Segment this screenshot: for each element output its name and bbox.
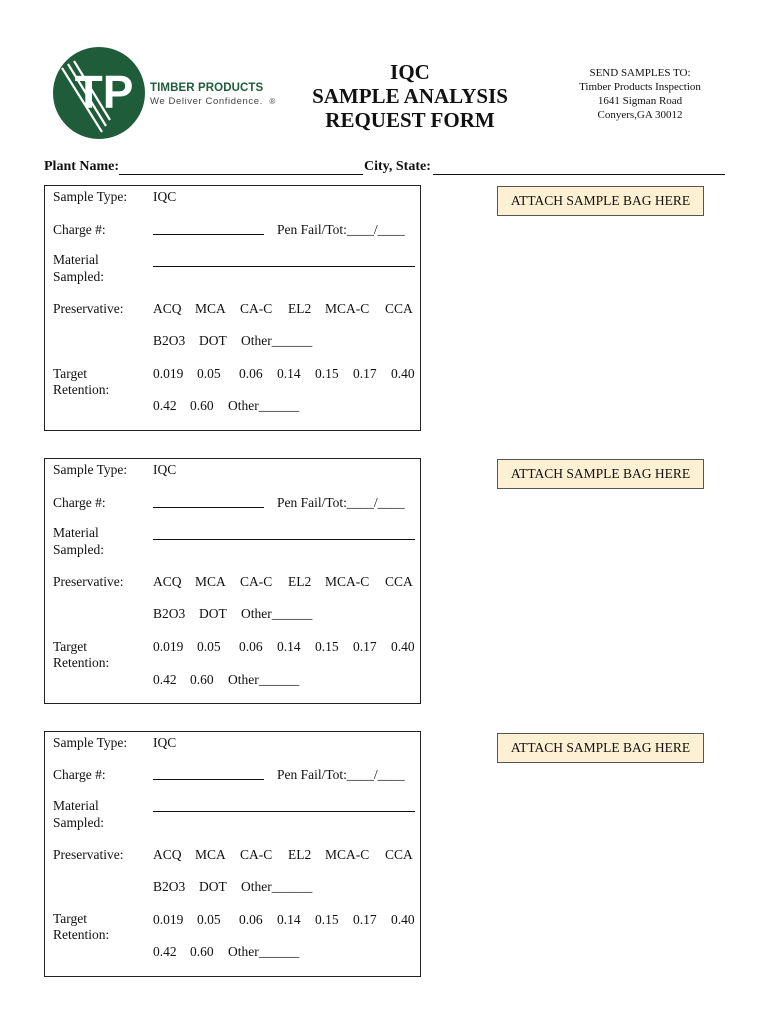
- material-sampled-field[interactable]: [153, 811, 415, 812]
- sample-type-value: IQC: [153, 189, 177, 204]
- plant-name-label: Plant Name:: [44, 159, 120, 174]
- sample-block-3: [44, 731, 421, 977]
- send-samples-heading: SEND SAMPLES TO:: [589, 67, 691, 79]
- retention-option-0-05[interactable]: 0.05: [197, 639, 221, 654]
- retention-option-other[interactable]: Other______: [228, 672, 300, 687]
- target-label-line-1: Target: [53, 639, 88, 654]
- brand-tagline: We Deliver Confidence. ®: [150, 96, 276, 107]
- preservative-option-ca-c[interactable]: CA-C: [240, 847, 273, 862]
- retention-option-0-019[interactable]: 0.019: [153, 912, 184, 927]
- retention-option-0-05[interactable]: 0.05: [197, 366, 221, 381]
- preservative-option-cca[interactable]: CCA: [385, 847, 413, 862]
- preservative-option-el2[interactable]: EL2: [288, 301, 312, 316]
- preservative-option-b2o3[interactable]: B2O3: [153, 879, 186, 894]
- retention-option-0-60[interactable]: 0.60: [190, 944, 214, 959]
- attach-sample-bag-area-3: ATTACH SAMPLE BAG HERE: [497, 733, 704, 763]
- retention-option-0-17[interactable]: 0.17: [353, 912, 377, 927]
- retention-option-0-019[interactable]: 0.019: [153, 639, 184, 654]
- logo-monogram: TP: [74, 66, 134, 118]
- target-label-line-2: Retention:: [53, 655, 110, 670]
- material-sampled-field[interactable]: [153, 266, 415, 267]
- send-address-line-3: Conyers,GA 30012: [597, 109, 683, 121]
- brand-name: TIMBER PRODUCTS: [150, 82, 264, 94]
- sample-type-label: Sample Type:: [53, 462, 128, 477]
- retention-option-0-42[interactable]: 0.42: [153, 398, 177, 413]
- retention-option-0-05[interactable]: 0.05: [197, 912, 221, 927]
- sample-block-2: [44, 458, 421, 704]
- preservative-label: Preservative:: [53, 574, 124, 589]
- charge-label: Charge #:: [53, 495, 106, 510]
- preservative-option-other[interactable]: Other______: [241, 606, 313, 621]
- preservative-option-acq[interactable]: ACQ: [153, 574, 182, 589]
- retention-option-0-06[interactable]: 0.06: [239, 912, 263, 927]
- preservative-option-acq[interactable]: ACQ: [153, 847, 182, 862]
- pen-fail-field[interactable]: Pen Fail/Tot:____/____: [277, 767, 405, 782]
- preservative-option-acq[interactable]: ACQ: [153, 301, 182, 316]
- registered-mark: ®: [269, 97, 276, 106]
- retention-option-0-15[interactable]: 0.15: [315, 912, 339, 927]
- attach-sample-bag-area-1: ATTACH SAMPLE BAG HERE: [497, 186, 704, 216]
- retention-option-other[interactable]: Other______: [228, 944, 300, 959]
- preservative-option-dot[interactable]: DOT: [199, 879, 227, 894]
- preservative-option-b2o3[interactable]: B2O3: [153, 606, 186, 621]
- city-state-label: City, State:: [364, 159, 431, 174]
- retention-option-0-60[interactable]: 0.60: [190, 672, 214, 687]
- preservative-option-ca-c[interactable]: CA-C: [240, 301, 273, 316]
- preservative-option-el2[interactable]: EL2: [288, 574, 312, 589]
- retention-option-0-17[interactable]: 0.17: [353, 366, 377, 381]
- retention-option-0-15[interactable]: 0.15: [315, 639, 339, 654]
- sample-block-1: [44, 185, 421, 431]
- sample-type-label: Sample Type:: [53, 735, 128, 750]
- send-address-line-2: 1641 Sigman Road: [597, 95, 683, 107]
- preservative-option-cca[interactable]: CCA: [385, 574, 413, 589]
- material-label-line-2: Sampled:: [53, 269, 104, 284]
- retention-option-0-17[interactable]: 0.17: [353, 639, 377, 654]
- preservative-option-mca[interactable]: MCA: [195, 301, 226, 316]
- retention-option-0-40[interactable]: 0.40: [391, 639, 415, 654]
- retention-option-0-42[interactable]: 0.42: [153, 944, 177, 959]
- charge-field[interactable]: [153, 234, 264, 235]
- form-title-line-2: SAMPLE ANALYSIS: [312, 84, 508, 108]
- retention-option-0-06[interactable]: 0.06: [239, 366, 263, 381]
- send-address-line-1: Timber Products Inspection: [579, 81, 701, 93]
- retention-option-0-40[interactable]: 0.40: [391, 366, 415, 381]
- form-title-line-3: REQUEST FORM: [325, 108, 495, 132]
- target-label-line-1: Target: [53, 366, 88, 381]
- material-label-line-1: Material: [53, 525, 99, 540]
- sample-type-value: IQC: [153, 462, 177, 477]
- plant-name-field[interactable]: [119, 174, 363, 175]
- material-label-line-1: Material: [53, 252, 99, 267]
- material-label-line-2: Sampled:: [53, 815, 104, 830]
- preservative-option-mca-c[interactable]: MCA-C: [325, 847, 370, 862]
- preservative-option-ca-c[interactable]: CA-C: [240, 574, 273, 589]
- retention-option-other[interactable]: Other______: [228, 398, 300, 413]
- city-state-field[interactable]: [433, 174, 725, 175]
- target-label-line-2: Retention:: [53, 382, 110, 397]
- retention-option-0-40[interactable]: 0.40: [391, 912, 415, 927]
- preservative-option-dot[interactable]: DOT: [199, 333, 227, 348]
- retention-option-0-42[interactable]: 0.42: [153, 672, 177, 687]
- retention-option-0-14[interactable]: 0.14: [277, 366, 301, 381]
- attach-sample-bag-area-2: ATTACH SAMPLE BAG HERE: [497, 459, 704, 489]
- sample-type-value: IQC: [153, 735, 177, 750]
- retention-option-0-06[interactable]: 0.06: [239, 639, 263, 654]
- retention-option-0-019[interactable]: 0.019: [153, 366, 184, 381]
- target-label-line-2: Retention:: [53, 927, 110, 942]
- preservative-option-b2o3[interactable]: B2O3: [153, 333, 186, 348]
- company-logo: [52, 46, 276, 142]
- material-sampled-field[interactable]: [153, 539, 415, 540]
- preservative-option-mca-c[interactable]: MCA-C: [325, 301, 370, 316]
- preservative-label: Preservative:: [53, 301, 124, 316]
- sample-type-label: Sample Type:: [53, 189, 128, 204]
- retention-option-0-14[interactable]: 0.14: [277, 912, 301, 927]
- pen-fail-field[interactable]: Pen Fail/Tot:____/____: [277, 222, 405, 237]
- preservative-option-el2[interactable]: EL2: [288, 847, 312, 862]
- pen-fail-field[interactable]: Pen Fail/Tot:____/____: [277, 495, 405, 510]
- preservative-option-dot[interactable]: DOT: [199, 606, 227, 621]
- preservative-option-mca[interactable]: MCA: [195, 847, 226, 862]
- preservative-option-mca[interactable]: MCA: [195, 574, 226, 589]
- material-label-line-1: Material: [53, 798, 99, 813]
- preservative-option-other[interactable]: Other______: [241, 333, 313, 348]
- retention-option-0-15[interactable]: 0.15: [315, 366, 339, 381]
- charge-field[interactable]: [153, 507, 264, 508]
- charge-field[interactable]: [153, 779, 264, 780]
- preservative-label: Preservative:: [53, 847, 124, 862]
- form-title-line-1: IQC: [390, 60, 430, 84]
- target-label-line-1: Target: [53, 911, 88, 926]
- retention-option-0-60[interactable]: 0.60: [190, 398, 214, 413]
- preservative-option-cca[interactable]: CCA: [385, 301, 413, 316]
- charge-label: Charge #:: [53, 222, 106, 237]
- timber-products-logo-icon: [52, 46, 150, 142]
- material-label-line-2: Sampled:: [53, 542, 104, 557]
- preservative-option-other[interactable]: Other______: [241, 879, 313, 894]
- preservative-option-mca-c[interactable]: MCA-C: [325, 574, 370, 589]
- retention-option-0-14[interactable]: 0.14: [277, 639, 301, 654]
- charge-label: Charge #:: [53, 767, 106, 782]
